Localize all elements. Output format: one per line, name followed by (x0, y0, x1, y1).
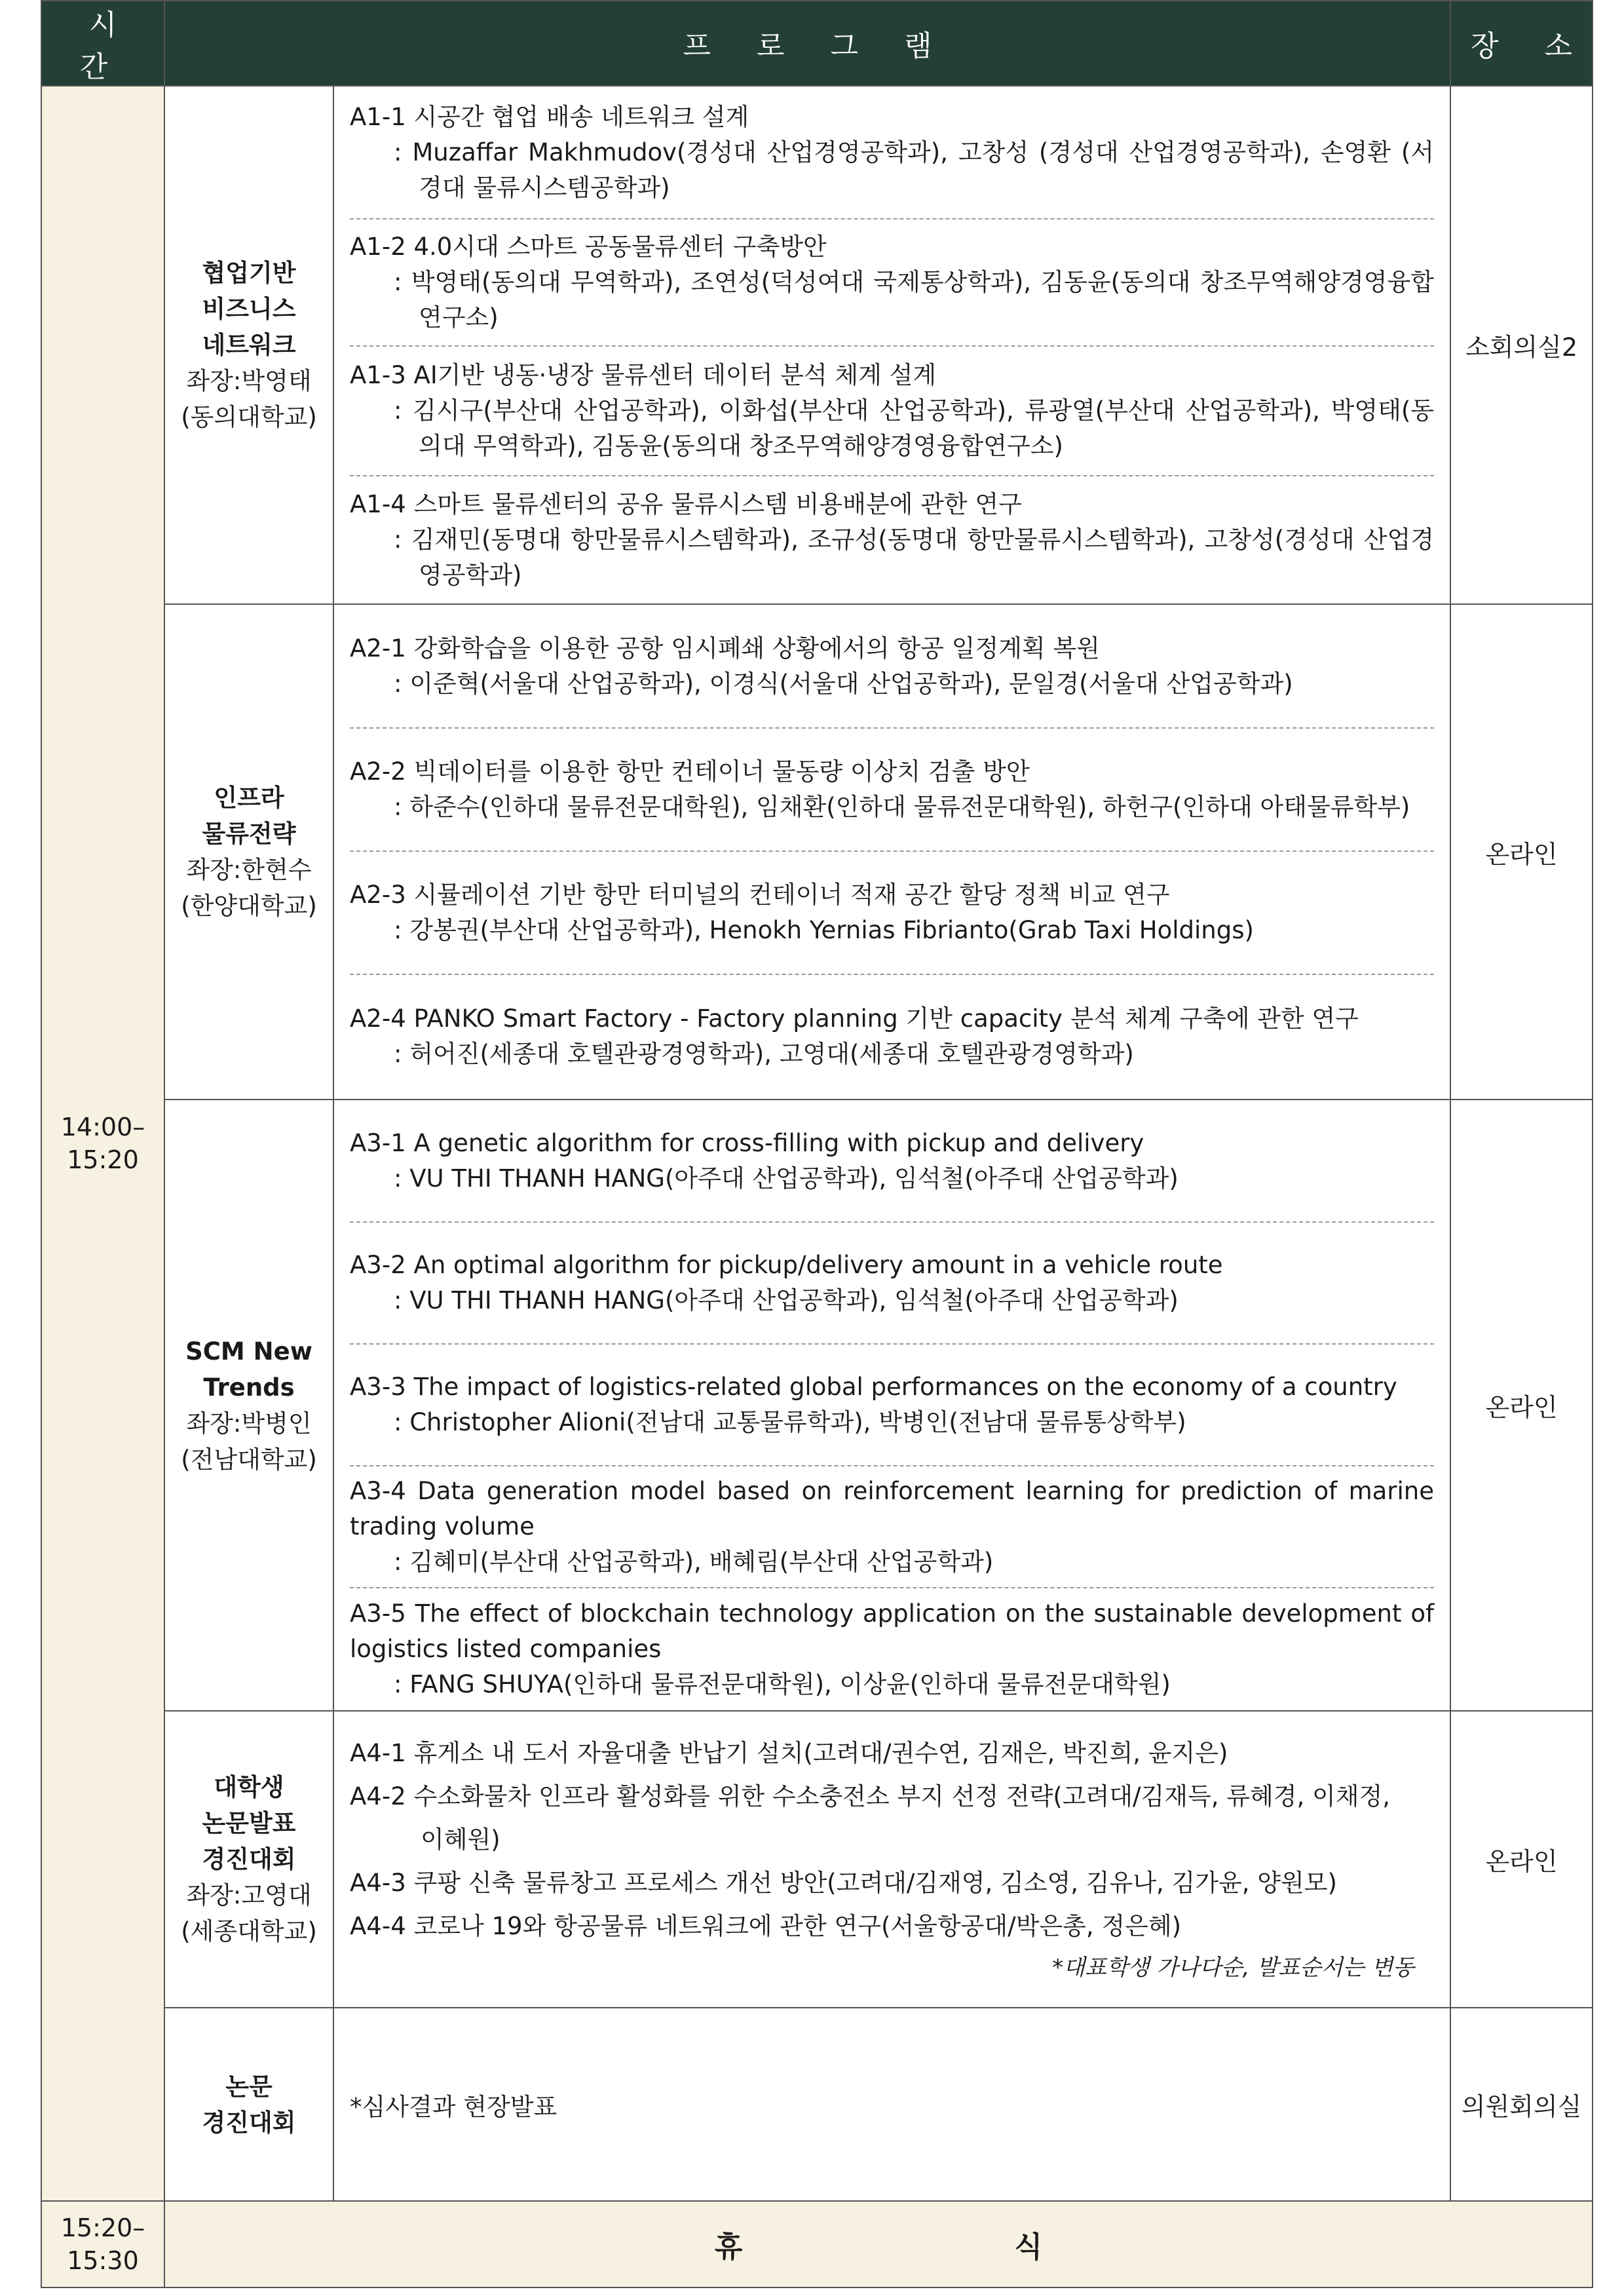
paper-authors: : FANG SHUYA(인하대 물류전문대학원), 이상윤(인하대 물류전문대학원) (394, 1670, 1171, 1698)
paper-title: A3-1 A genetic algorithm for cross-filling with pickup and delivery (350, 1128, 1144, 1157)
session-3-place: 온라인 (1450, 1100, 1593, 1711)
header-program: 프 로 그 램 (164, 1, 1450, 86)
session-title: 인프라 (214, 784, 284, 812)
paper-authors: : 김시구(부산대 산업공학과), 이화섭(부산대 산업공학과), 류광열(부산대 산업공학과), 박영태(동의대 무역학과), 김동윤(동의대 창조무역해양경영융합연구소) (394, 396, 1435, 460)
paper-title: A2-1 강화학습을 이용한 공항 임시폐쇄 상황에서의 항공 일정계획 복원 (350, 634, 1100, 662)
competition-item: A4-1 휴게소 내 도서 자율대출 반납기 설치(고려대/권수연, 김재은, 박진희, 윤지은) (350, 1738, 1228, 1767)
session-title: 대학생 (214, 1773, 284, 1801)
competition-item-continued: 이혜원) (421, 1825, 500, 1854)
session-3-cell (164, 1100, 333, 1711)
paper-authors: : 하준수(인하대 물류전문대학원), 임채환(인하대 물류전문대학원), 하헌구(인하대 아태물류학부) (394, 793, 1410, 821)
paper-title: A1-3 AI기반 냉동·냉장 물류센터 데이터 분석 체계 설계 (350, 361, 937, 389)
header-place: 장 소 (1450, 1, 1593, 86)
session-row (41, 604, 1593, 1100)
competition-item: A4-2 수소화물차 인프라 활성화를 위한 수소충전소 부지 선정 전략(고려대/김재득, 류혜경, 이채정, (350, 1782, 1390, 1810)
paper-item (350, 975, 1434, 1098)
session-1-cell (164, 86, 333, 604)
session-row (41, 1100, 1593, 1711)
session-5-program: *심사결과 현장발표 (333, 2008, 1450, 2201)
session-chair: 좌장:고영대 (186, 1881, 312, 1909)
session-chair-affil: (동의대학교) (181, 403, 317, 431)
paper-authors: : VU THI THANH HANG(아주대 산업공학과), 임석철(아주대 산업공학과) (394, 1164, 1179, 1193)
session-title: 비즈니스 (202, 295, 296, 323)
session-4-cell (164, 1711, 333, 2008)
paper-item (350, 347, 1434, 476)
session-chair: 좌장:박병인 (186, 1409, 312, 1438)
paper-title: A2-4 PANKO Smart Factory - Factory planning 기반 capacity 분석 체계 구축에 관한 연구 (350, 1004, 1359, 1033)
paper-item (350, 86, 1434, 220)
session-1-place: 소회의실2 (1450, 86, 1593, 604)
break-time-cell (41, 2201, 164, 2287)
paper-item (350, 605, 1434, 729)
paper-title: A3-3 The impact of logistics-related global performances on the economy of a country (350, 1372, 1397, 1401)
session-4-place: 온라인 (1450, 1711, 1593, 2008)
paper-title: A2-2 빅데이터를 이용한 항만 컨테이너 물동량 이상치 검출 방안 (350, 757, 1030, 786)
paper-item (350, 1345, 1434, 1466)
paper-item (350, 1466, 1434, 1588)
paper-item (350, 729, 1434, 852)
paper-item (350, 1588, 1434, 1710)
break-time-label: 15:20– 15:30 (60, 2213, 145, 2275)
paper-item (350, 476, 1434, 603)
session-chair: 좌장:한현수 (186, 856, 312, 884)
paper-authors: : 허어진(세종대 호텔관광경영학과), 고영대(세종대 호텔관광경영학과) (394, 1040, 1134, 1068)
session-5-cell (164, 2008, 333, 2201)
session-5-place: 의원회의실 (1450, 2008, 1593, 2201)
session-row (41, 86, 1593, 604)
session-title: 논문 (225, 2072, 273, 2101)
break-row (41, 2201, 1593, 2287)
paper-authors: : Muzaffar Makhmudov(경성대 산업경영공학과), 고창성 (경성대 산업경영공학과), 손영환 (서경대 물류시스템공학과) (394, 138, 1435, 202)
session-title: 경진대회 (202, 2108, 296, 2137)
session-title: 네트워크 (202, 331, 296, 359)
time-label: 14:00– 15:20 (60, 1113, 145, 1174)
time-cell-main (41, 86, 164, 2201)
paper-authors: : Christopher Alioni(전남대 교통물류학과), 박병인(전남대 물류통상학부) (394, 1407, 1186, 1436)
paper-item (350, 1101, 1434, 1223)
paper-title: A3-4 Data generation model based on reinforcement learning for prediction of marine trading volume (350, 1476, 1435, 1540)
paper-title: A2-3 시뮬레이션 기반 항만 터미널의 컨테이너 적재 공간 할당 정책 비교 연구 (350, 881, 1170, 909)
break-label: 휴 식 (164, 2201, 1593, 2287)
session-1-program (333, 86, 1450, 604)
session-title: 협업기반 (202, 259, 296, 287)
competition-item: A4-3 쿠팡 신축 물류창고 프로세스 개선 방안(고려대/김재영, 김소영, 김유나, 김가윤, 양원모) (350, 1868, 1337, 1897)
session-row (41, 1711, 1593, 2008)
paper-authors: : 이준혁(서울대 산업공학과), 이경식(서울대 산업공학과), 문일경(서울대 산업공학과) (394, 670, 1293, 698)
paper-title: A1-4 스마트 물류센터의 공유 물류시스템 비용배분에 관한 연구 (350, 490, 1022, 518)
paper-title: A1-2 4.0시대 스마트 공동물류센터 구축방안 (350, 233, 827, 261)
session-2-place: 온라인 (1450, 604, 1593, 1100)
session-3-program (333, 1100, 1450, 1711)
paper-authors: : 강봉권(부산대 산업공학과), Henokh Yernias Fibrianto(Grab Taxi Holdings) (394, 916, 1254, 944)
session-title: 물류전략 (202, 820, 296, 848)
header-row (41, 1, 1593, 86)
session-title: SCM New (185, 1337, 312, 1366)
competition-item: A4-4 코로나 19와 항공물류 네트워크에 관한 연구(서울항공대/박은총, 정은혜) (350, 1911, 1182, 1940)
session-row (41, 2008, 1593, 2201)
session-title: 논문발표 (202, 1809, 296, 1837)
paper-title: A1-1 시공간 협업 배송 네트워크 설계 (350, 102, 749, 131)
session-title: 경진대회 (202, 1845, 296, 1873)
paper-authors: : 김재민(동명대 항만물류시스템학과), 조규성(동명대 항만물류시스템학과), 고창성(경성대 산업경영공학과) (394, 526, 1435, 589)
session-chair: 좌장:박영태 (186, 367, 312, 395)
paper-item (350, 1223, 1434, 1345)
session-4-program (333, 1711, 1450, 2008)
paper-title: A3-5 The effect of blockchain technology application on the sustainable development of logistics listed companies (350, 1599, 1435, 1663)
header-time: 시 간 (41, 1, 164, 86)
session-chair-affil: (전남대학교) (181, 1445, 317, 1474)
paper-title: A3-2 An optimal algorithm for pickup/delivery amount in a vehicle route (350, 1250, 1223, 1279)
paper-authors: : VU THI THANH HANG(아주대 산업공학과), 임석철(아주대 산업공학과) (394, 1286, 1179, 1314)
competition-note: *대표학생 가나다순, 발표순서는 변동 (1052, 1954, 1415, 1981)
paper-authors: : 김혜미(부산대 산업공학과), 배혜림(부산대 산업공학과) (394, 1547, 994, 1576)
paper-authors: : 박영태(동의대 무역학과), 조연성(덕성여대 국제통상학과), 김동윤(동의대 창조무역해양경영융합연구소) (394, 268, 1435, 332)
session-2-cell (164, 604, 333, 1100)
session-chair-affil: (세종대학교) (181, 1917, 317, 1945)
session-title: Trends (203, 1373, 295, 1402)
session-chair-affil: (한양대학교) (181, 892, 317, 920)
paper-item (350, 852, 1434, 975)
schedule-table (41, 0, 1593, 2288)
session-2-program (333, 604, 1450, 1100)
paper-item (350, 220, 1434, 347)
